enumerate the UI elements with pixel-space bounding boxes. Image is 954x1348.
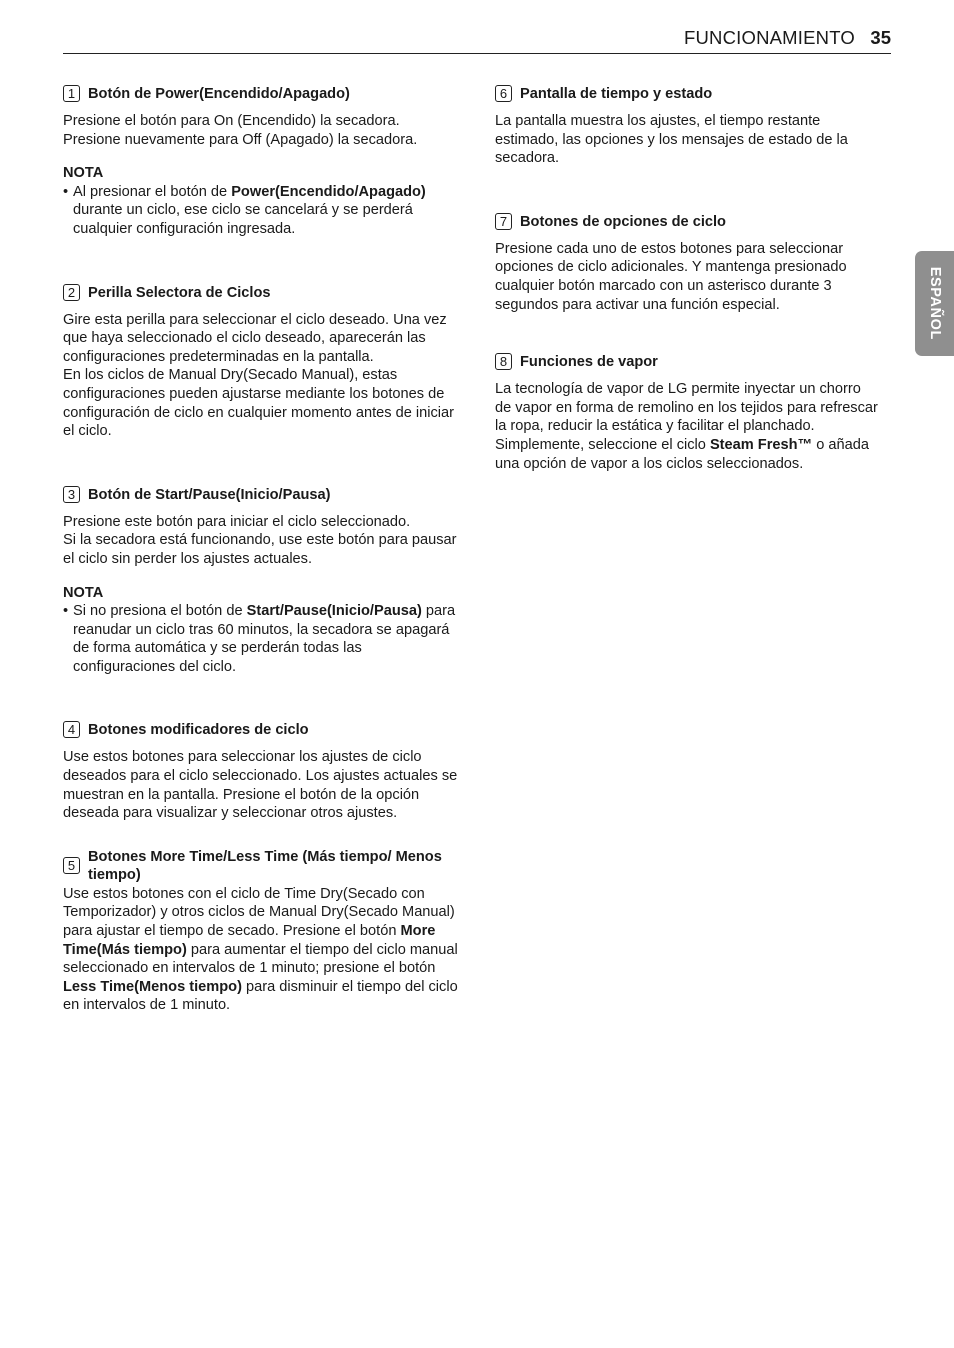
section-body xyxy=(63,112,458,149)
section-power-button xyxy=(63,85,458,239)
paragraph: Use estos botones para seleccionar los ajustes de ciclo deseados para el ciclo seleccionado. Los ajustes actuales se muestran en la pantalla. Presione el botón de la opción deseada para visualizar y seleccionar otros ajustes. xyxy=(63,749,458,822)
language-tab-label: ESPAÑOL xyxy=(926,266,943,341)
note-bold-text: Start/Pause(Inicio/Pausa) xyxy=(246,603,422,620)
note-text: Si no presiona el botón de xyxy=(73,603,247,620)
paragraph xyxy=(495,380,880,473)
section-number-badge: 8 xyxy=(495,353,512,370)
note-bullet xyxy=(63,183,458,239)
paragraph: Presione nuevamente para Off (Apagado) la secadora. xyxy=(63,131,418,148)
paragraph: Gire esta perilla para seleccionar el ciclo deseado. Una vez que haya seleccionado el ciclo deseado, aparecerán las configuraciones predeterminadas en la pantalla. xyxy=(63,311,447,365)
section-body xyxy=(63,748,458,822)
note-label: NOTA xyxy=(63,165,104,182)
paragraph: Si la secadora está funcionando, use este botón para pausar el ciclo sin perder los ajustes actuales. xyxy=(63,532,457,567)
section-title: Botones More Time/Less Time (Más tiempo/ Menos tiempo) xyxy=(88,848,442,883)
section-time-status-display xyxy=(495,85,880,168)
section-heading xyxy=(495,213,880,231)
note-text: durante un ciclo, ese ciclo se cancelará y se perderá cualquier configuración ingresada. xyxy=(73,202,413,237)
section-title: Botones modificadores de ciclo xyxy=(88,722,309,739)
section-number-badge: 7 xyxy=(495,213,512,230)
section-body xyxy=(495,240,880,314)
section-cycle-selector-knob xyxy=(63,284,458,441)
note-bold-text: Power(Encendido/Apagado) xyxy=(231,183,426,200)
section-body xyxy=(495,112,880,168)
paragraph: Presione este botón para iniciar el ciclo seleccionado. xyxy=(63,513,411,530)
paragraph: La pantalla muestra los ajustes, el tiempo restante estimado, las opciones y los mensajes de estado de la secadora. xyxy=(495,113,848,167)
section-number-badge: 1 xyxy=(63,85,80,102)
section-cycle-modifier-buttons xyxy=(63,721,458,822)
section-body xyxy=(63,885,458,1015)
section-number-badge: 3 xyxy=(63,486,80,503)
body-bold-text: More Time(Más tiempo) xyxy=(63,923,436,958)
section-heading xyxy=(495,85,880,103)
section-number-badge: 5 xyxy=(63,857,80,874)
body-text: para aumentar el tiempo del ciclo manual seleccionado en intervalos de 1 minuto; presione el botón xyxy=(63,941,458,977)
section-title: Botón de Start/Pause(Inicio/Pausa) xyxy=(88,486,331,503)
bullet-dot-icon: • xyxy=(63,603,69,620)
section-title: Funciones de vapor xyxy=(520,354,658,371)
header-section-title: FUNCIONAMIENTO xyxy=(683,27,855,48)
note-text: Al presionar el botón de xyxy=(73,183,232,200)
page-number: 35 xyxy=(870,27,891,48)
section-number-badge: 6 xyxy=(495,85,512,102)
section-more-less-time-buttons xyxy=(63,848,458,1015)
paragraph: En los ciclos de Manual Dry(Secado Manual), estas configuraciones pueden ajustarse mediante los botones de configuración de ciclo en cualquier momento antes de iniciar el ciclo. xyxy=(63,367,455,440)
body-bold-text: Steam Fresh™ xyxy=(709,436,813,453)
bullet-dot-icon: • xyxy=(63,183,69,200)
section-heading xyxy=(63,721,458,739)
section-heading xyxy=(495,353,880,371)
left-column xyxy=(63,85,458,1015)
section-title: Botón de Power(Encendido/Apagado) xyxy=(88,86,350,102)
section-heading xyxy=(63,284,458,302)
body-text: o añada una opción de vapor a los ciclos seleccionados. xyxy=(495,436,869,472)
section-number-badge: 4 xyxy=(63,721,80,738)
section-body xyxy=(63,513,458,569)
section-title: Botones de opciones de ciclo xyxy=(520,213,726,230)
section-title: Pantalla de tiempo y estado xyxy=(520,86,713,102)
paragraph: Presione el botón para On (Encendido) la secadora. xyxy=(63,113,400,129)
body-text: para disminuir el tiempo del ciclo en intervalos de 1 minuto. xyxy=(63,978,458,1014)
section-number-badge: 2 xyxy=(63,284,80,301)
page-header xyxy=(63,26,891,54)
body-bold-text: Less Time(Menos tiempo) xyxy=(63,978,242,995)
body-text: Use estos botones con el ciclo de Time Dry(Secado con Temporizador) y otros ciclos de Manual Dry(Secado Manual) para ajustar el tiempo de secado. Presione el botón xyxy=(63,885,455,940)
section-start-pause-button xyxy=(63,486,458,677)
section-cycle-option-buttons xyxy=(495,213,880,314)
section-steam-functions xyxy=(495,353,880,473)
paragraph xyxy=(63,885,458,1015)
note-bullet xyxy=(63,602,458,676)
language-tab xyxy=(915,251,954,356)
right-column xyxy=(495,85,880,473)
section-heading xyxy=(63,486,458,504)
note-text: para reanudar un ciclo tras 60 minutos, la secadora se apagará de forma automática y se perderán todas las configuraciones del ciclo. xyxy=(73,603,456,675)
paragraph: Presione cada uno de estos botones para seleccionar opciones de ciclo adicionales. Y mantenga presionado cualquier botón marcado con un asterisco durante 3 segundos para activar una función especial. xyxy=(495,240,847,313)
body-text: La tecnología de vapor de LG permite inyectar un chorro de vapor en forma de remolino en los tejidos para refrescar la ropa, reducir la estática y facilitar el planchado. Simplemente, seleccione el ciclo xyxy=(495,381,878,453)
note-label: NOTA xyxy=(63,584,104,601)
section-heading xyxy=(63,848,458,884)
section-title: Perilla Selectora de Ciclos xyxy=(88,284,271,301)
section-body xyxy=(63,311,458,441)
section-heading xyxy=(63,85,458,103)
section-body xyxy=(495,380,880,473)
